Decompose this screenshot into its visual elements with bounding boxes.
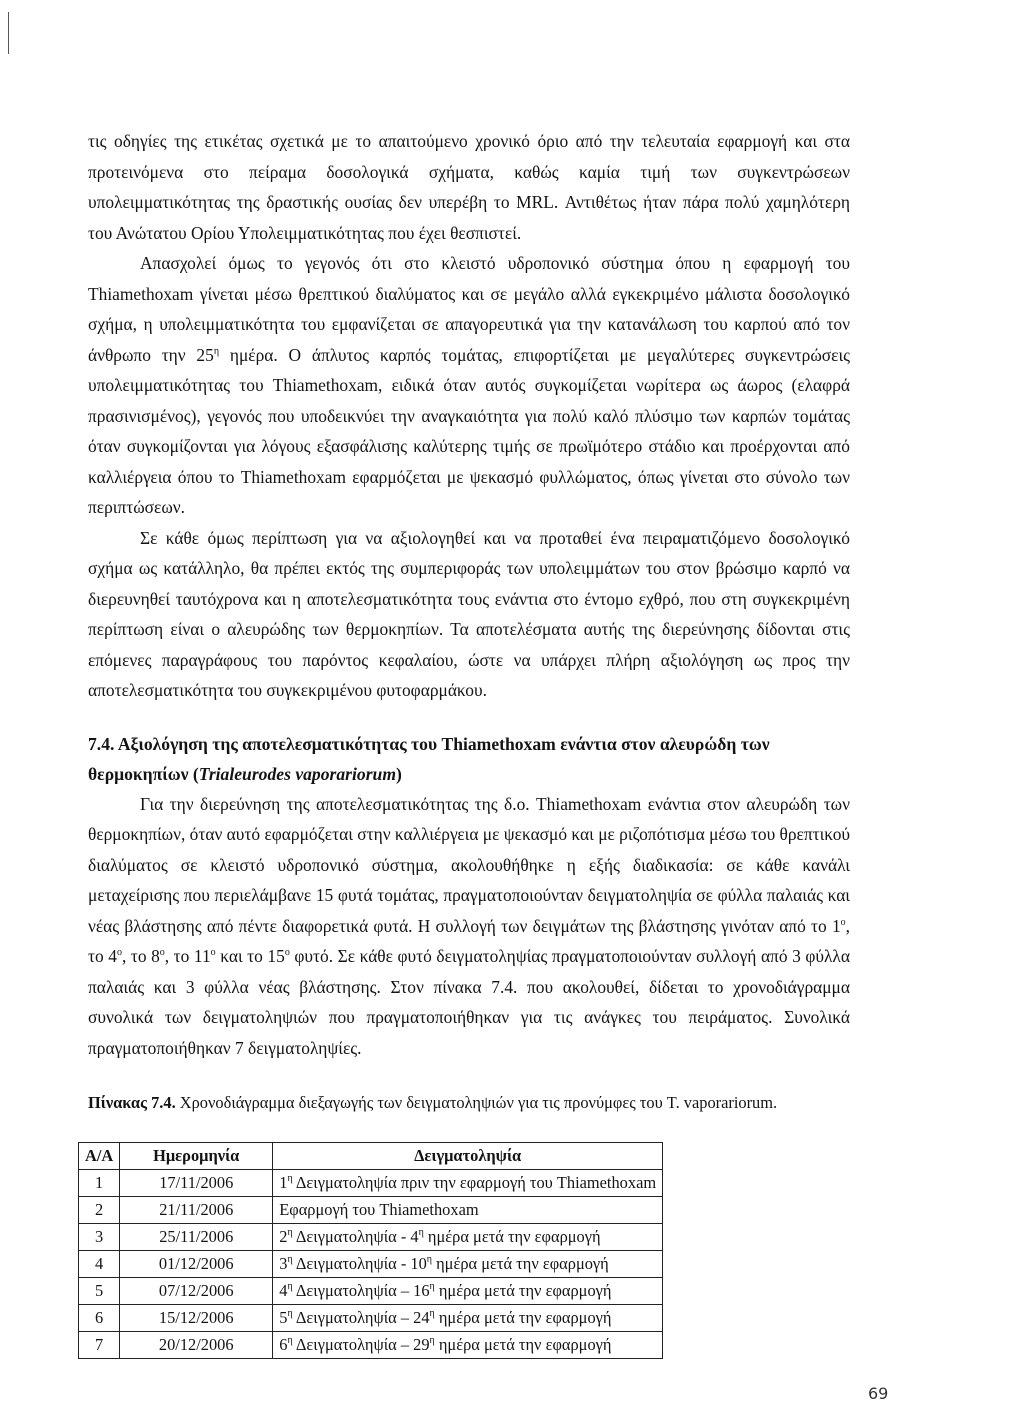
page-number: 69 <box>868 1384 889 1403</box>
cell-index: 5 <box>79 1278 120 1305</box>
cell-sampling-d: ημέρα μετά την εφαρμογή <box>434 1308 612 1327</box>
cell-index: 3 <box>79 1224 120 1251</box>
superscript: η <box>287 1308 293 1319</box>
cell-date: 20/12/2006 <box>120 1332 273 1359</box>
section-heading <box>88 729 850 789</box>
header-index: Α/Α <box>79 1143 120 1170</box>
cell-sampling <box>273 1224 663 1251</box>
cell-date: 25/11/2006 <box>120 1224 273 1251</box>
table-row <box>79 1197 663 1224</box>
section-title-text: Αξιολόγηση της αποτελεσματικότητας του Thiamethoxam ενάντια στον αλευρώδη των θερμοκηπίων ( <box>88 733 770 784</box>
superscript: η <box>426 1254 433 1265</box>
superscript: ο <box>840 916 846 928</box>
cell-sampling-d: ημέρα μετά την εφαρμογή <box>432 1254 609 1273</box>
paragraph-2-part-1: Απασχολεί όμως το γεγονός ότι στο κλειστό υδροπονικό σύστημα όπου η εφαρμογή του Thiamethoxam γίνεται μέσω θρεπτικού διαλύματος και σε μεγάλο αλλά εγκεκριμένο μάλιστα δοσολογικό σχήμα, η υπολειμματικότητα του εμφανίζεται σε απαγορευτικά για την κατανάλωση του καρπού από τον άνθρωπο την 25 <box>88 253 850 365</box>
cell-sampling-d: ημέρα μετά την εφαρμογή <box>423 1227 601 1246</box>
superscript: η <box>429 1308 435 1319</box>
section-paragraph <box>88 789 850 1064</box>
scan-edge-mark <box>8 12 9 54</box>
cell-sampling-b: Δειγματοληψία - 4 <box>292 1227 419 1246</box>
superscript: η <box>429 1335 435 1346</box>
cell-index: 7 <box>79 1332 120 1359</box>
sampling-schedule-table <box>78 1142 663 1359</box>
cell-sampling-d: ημέρα μετά την εφαρμογή <box>434 1335 612 1354</box>
cell-sampling-a: 2 <box>279 1227 288 1246</box>
table-row <box>79 1305 663 1332</box>
section-title-close: ) <box>396 763 402 784</box>
table-caption-text: Χρονοδιάγραμμα διεξαγωγής των δειγματοληψιών για τις προνύμφες του T. vaporariorum. <box>175 1093 778 1112</box>
superscript: η <box>287 1335 293 1346</box>
section-text-4: , το 11 <box>164 946 211 966</box>
cell-sampling <box>273 1332 663 1359</box>
superscript: η <box>287 1281 293 1292</box>
cell-index: 1 <box>79 1170 120 1197</box>
cell-sampling-b: Δειγματοληψία – 24 <box>292 1308 430 1327</box>
superscript: ο <box>159 947 165 958</box>
superscript: η <box>287 1227 293 1238</box>
cell-sampling <box>273 1251 663 1278</box>
table-row <box>79 1170 663 1197</box>
table-header-row <box>79 1143 663 1170</box>
cell-date: 07/12/2006 <box>120 1278 273 1305</box>
table-row <box>79 1224 663 1251</box>
cell-sampling <box>273 1197 663 1224</box>
cell-index: 2 <box>79 1197 120 1224</box>
cell-date: 21/11/2006 <box>120 1197 273 1224</box>
cell-sampling-a: 3 <box>279 1254 288 1273</box>
superscript: η <box>429 1281 435 1292</box>
superscript: ο <box>284 947 290 958</box>
table-row <box>79 1251 663 1278</box>
cell-index: 4 <box>79 1251 120 1278</box>
section-text-3: , το 8 <box>121 946 160 966</box>
header-date: Ημερομηνία <box>120 1143 273 1170</box>
section-number: 7.4. <box>88 733 115 754</box>
paragraph-2-part-2: ημέρα. Ο άπλυτος καρπός τομάτας, επιφορτίζεται με μεγαλύτερες συγκεντρώσεις υπολειμματικότητας του Thiamethoxam, ειδικά όταν αυτός συγκομίζεται νωρίτερα ως άωρος (ελαφρά πρασινισμένος), γεγονός που υποδεικνύει την αναγκαιότητα για πολύ καλό πλύσιμο των καρπών τομάτας όταν συγκομίζονται για λόγους εξασφάλισης καλύτερης τιμής σε πρωϊμότερο στάδιο και προέρχονται από καλλιέργεια όπου το Thiamethoxam εφαρμόζεται με ψεκασμό φυλλώματος, όπως γίνεται στο σύνολο των περιπτώσεων. <box>88 344 851 517</box>
table-row <box>79 1332 663 1359</box>
section-title-species: Trialeurodes vaporariorum <box>198 763 397 784</box>
cell-sampling-b: Δειγματοληψία – 16 <box>292 1281 430 1300</box>
paragraph-3: Σε κάθε όμως περίπτωση για να αξιολογηθεί και να προταθεί ένα πειραματιζόμενο δοσολογικό σχήμα ως κατάλληλο, θα πρέπει εκτός της συμπεριφοράς των υπολειμμάτων του στον βρώσιμο καρπό να διερευνηθεί ταυτόχρονα και η αποτελεσματικότητα τους ενάντια στο έντομο εχθρό, που στη συγκεκριμένη περίπτωση είναι ο αλευρώδης των θερμοκηπίων. Τα αποτελέσματα αυτής της διερεύνησης δίδονται στις επόμενες παραγράφους του παρόντος κεφαλαίου, ώστε να υπάρχει πλήρη αξιολόγηση ως προς την αποτελεσματικότητα του συγκεκριμένου φυτοφαρμάκου. <box>88 527 850 700</box>
paragraph-2 <box>88 248 850 523</box>
section-text-2: , το 4 <box>88 915 850 966</box>
table-caption <box>88 1091 850 1115</box>
superscript: η <box>287 1254 293 1265</box>
cell-sampling-a: 4 <box>279 1281 288 1300</box>
table-body <box>79 1170 663 1359</box>
cell-sampling <box>273 1170 663 1197</box>
table-caption-label: Πίνακας 7.4. <box>88 1093 176 1112</box>
cell-sampling-b: Δειγματοληψία πριν την εφαρμογή του Thiamethoxam <box>292 1173 657 1192</box>
cell-sampling <box>273 1305 663 1332</box>
cell-date: 17/11/2006 <box>120 1170 273 1197</box>
cell-sampling-a: 6 <box>279 1335 288 1354</box>
superscript: ο <box>210 947 216 958</box>
cell-sampling-a: 1 <box>279 1173 288 1192</box>
cell-date: 15/12/2006 <box>120 1305 273 1332</box>
superscript: η <box>287 1173 293 1184</box>
cell-index: 6 <box>79 1305 120 1332</box>
superscript: η <box>418 1227 424 1238</box>
section-text-5: και το 15 <box>215 946 285 966</box>
cell-sampling-d: ημέρα μετά την εφαρμογή <box>434 1281 612 1300</box>
cell-sampling-a: 5 <box>279 1308 288 1327</box>
cell-sampling-b: Δειγματοληψία – 29 <box>292 1335 430 1354</box>
cell-sampling <box>273 1278 663 1305</box>
section-text-6: φυτό. Σε κάθε φυτό δειγματοληψίας πραγματοποιούνταν συλλογή από 3 φύλλα παλαιάς και 3 φύλλα νέας βλάστησης. Στον πίνακα 7.4. που ακολουθεί, δίδεται το χρονοδιάγραμμα συνολικά των δειγματοληψιών που πραγματοποιήθηκαν για τις ανάγκες του πειράματος. Συνολικά πραγματοποιήθηκαν 7 δειγματοληψίες. <box>88 946 850 1058</box>
superscript: η <box>213 345 220 357</box>
section-text-1: Για την διερεύνηση της αποτελεσματικότητας της δ.ο. Thiamethoxam ενάντια στον αλευρώδη των θερμοκηπίων, όταν αυτό εφαρμόζεται στην καλλιέργεια με ψεκασμό και με ριζοπότισμα μέσω του θρεπτικού διαλύματος σε κλειστό υδροπονικό σύστημα, ακολουθήθηκε η εξής διαδικασία: σε κάθε κανάλι μεταχείρισης που περιελάμβανε 15 φυτά τομάτας, πραγματοποιούνταν δειγματοληψία σε φύλλα παλαιάς και νέας βλάστησης από πέντε διαφορετικά φυτά. Η συλλογή των δειγμάτων της βλάστησης γινόταν από το 1 <box>88 793 850 936</box>
table-row <box>79 1278 663 1305</box>
page-body <box>85 126 851 1359</box>
cell-sampling-b: Δειγματοληψία - 10 <box>292 1254 427 1273</box>
header-sampling: Δειγματοληψία <box>273 1143 663 1170</box>
superscript: ο <box>116 947 122 958</box>
cell-date: 01/12/2006 <box>120 1251 273 1278</box>
cell-sampling-a: Εφαρμογή του Thiamethoxam <box>279 1200 479 1219</box>
paragraph-1: τις οδηγίες της ετικέτας σχετικά με το απαιτούμενο χρονικό όριο από την τελευταία εφαρμογή και στα προτεινόμενα στο πείραμα δοσολογικά σχήματα, καθώς καμία τιμή των συγκεντρώσεων υπολειμματικότητας της δραστικής ουσίας δεν υπερέβη το MRL. Αντιθέτως ήταν πάρα πολύ χαμηλότερη του Ανώτατου Ορίου Υπολειμματικότητας που έχει θεσπιστεί. <box>88 131 850 243</box>
